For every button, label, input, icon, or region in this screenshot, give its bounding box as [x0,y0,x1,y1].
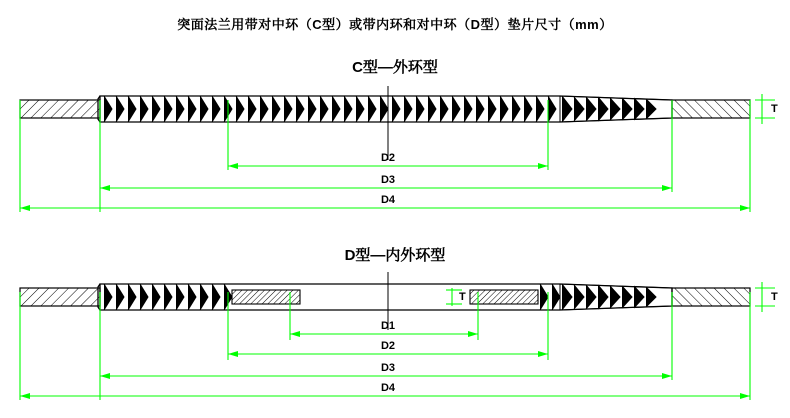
dim-label-d-d4: D4 [380,382,396,394]
page-title: 突面法兰用带对中环（C型）或带内环和对中环（D型）垫片尺寸（mm） [177,17,613,32]
dim-label-c-d2: D2 [380,152,396,164]
dim-label-d-d2: D2 [380,340,396,352]
dim-label-c-t: T [771,103,778,115]
dim-label-d-t2: T [459,291,466,303]
dim-label-c-d3: D3 [380,174,396,186]
dim-label-d-t: T [771,291,778,303]
section-c-geometry [20,86,750,160]
dim-label-d-d1: D1 [380,320,396,332]
dim-label-c-d4: D4 [380,194,396,206]
dim-label-d-d3: D3 [380,362,396,374]
section-heading-d: D型—内外环型 [344,247,446,264]
section-heading-c: C型—外环型 [352,59,438,76]
